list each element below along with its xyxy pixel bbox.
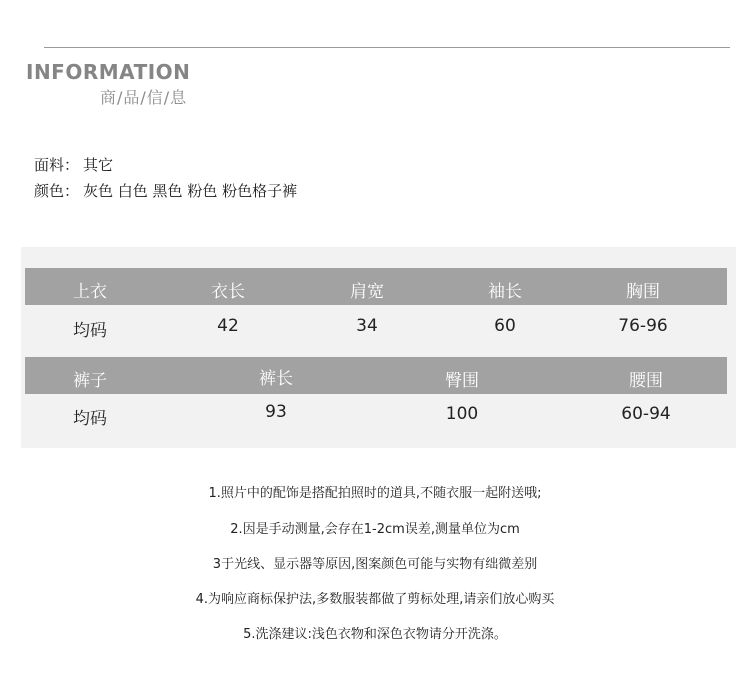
pants-header-category: 裤子 — [73, 371, 107, 391]
color-label: 颜色： — [34, 182, 80, 200]
top-header-chest: 胸围 — [626, 282, 660, 302]
note-line: 4.为响应商标保护法,多数服装都做了剪标处理,请亲们放心购买 — [195, 592, 555, 607]
section-title: INFORMATION — [26, 60, 191, 84]
note-line: 1.照片中的配饰是搭配拍照时的道具,不随衣服一起附送哦; — [208, 486, 542, 501]
note-line: 3于光线、显示器等原因,图案颜色可能与实物有绌微差别 — [212, 557, 538, 572]
pants-waist-value: 60-94 — [621, 404, 671, 424]
top-shoulder-value: 34 — [356, 316, 378, 336]
pants-header-hip: 臀围 — [445, 371, 479, 391]
top-chest-value: 76-96 — [618, 316, 668, 336]
top-length-value: 42 — [217, 316, 239, 336]
pants-size-header-row — [25, 357, 727, 394]
note-line: 5.洗涤建议:浅色衣物和深色衣物请分开洗涤。 — [243, 627, 507, 642]
color-attribute — [34, 180, 297, 201]
pants-size-label: 均码 — [73, 409, 107, 429]
top-header-sleeve: 袖长 — [488, 282, 522, 302]
pants-header-length: 裤长 — [259, 369, 293, 389]
pants-header-waist: 腰围 — [629, 371, 663, 391]
fabric-label: 面料： — [34, 156, 80, 174]
color-value: 灰色 白色 黑色 粉色 粉色格子裤 — [83, 182, 298, 200]
pants-hip-value: 100 — [445, 404, 479, 424]
fabric-attribute — [34, 154, 113, 175]
top-divider — [44, 47, 730, 48]
section-subtitle: 商/品/信/息 — [100, 88, 188, 107]
note-line: 2.因是手动测量,会存在1-2cm误差,测量单位为cm — [230, 522, 520, 537]
top-header-category: 上衣 — [73, 282, 107, 302]
pants-length-value: 93 — [265, 402, 287, 422]
top-header-length: 衣长 — [211, 282, 245, 302]
top-header-shoulder: 肩宽 — [350, 282, 384, 302]
top-size-label: 均码 — [73, 321, 107, 341]
fabric-value: 其它 — [83, 156, 114, 174]
top-sleeve-value: 60 — [494, 316, 516, 336]
